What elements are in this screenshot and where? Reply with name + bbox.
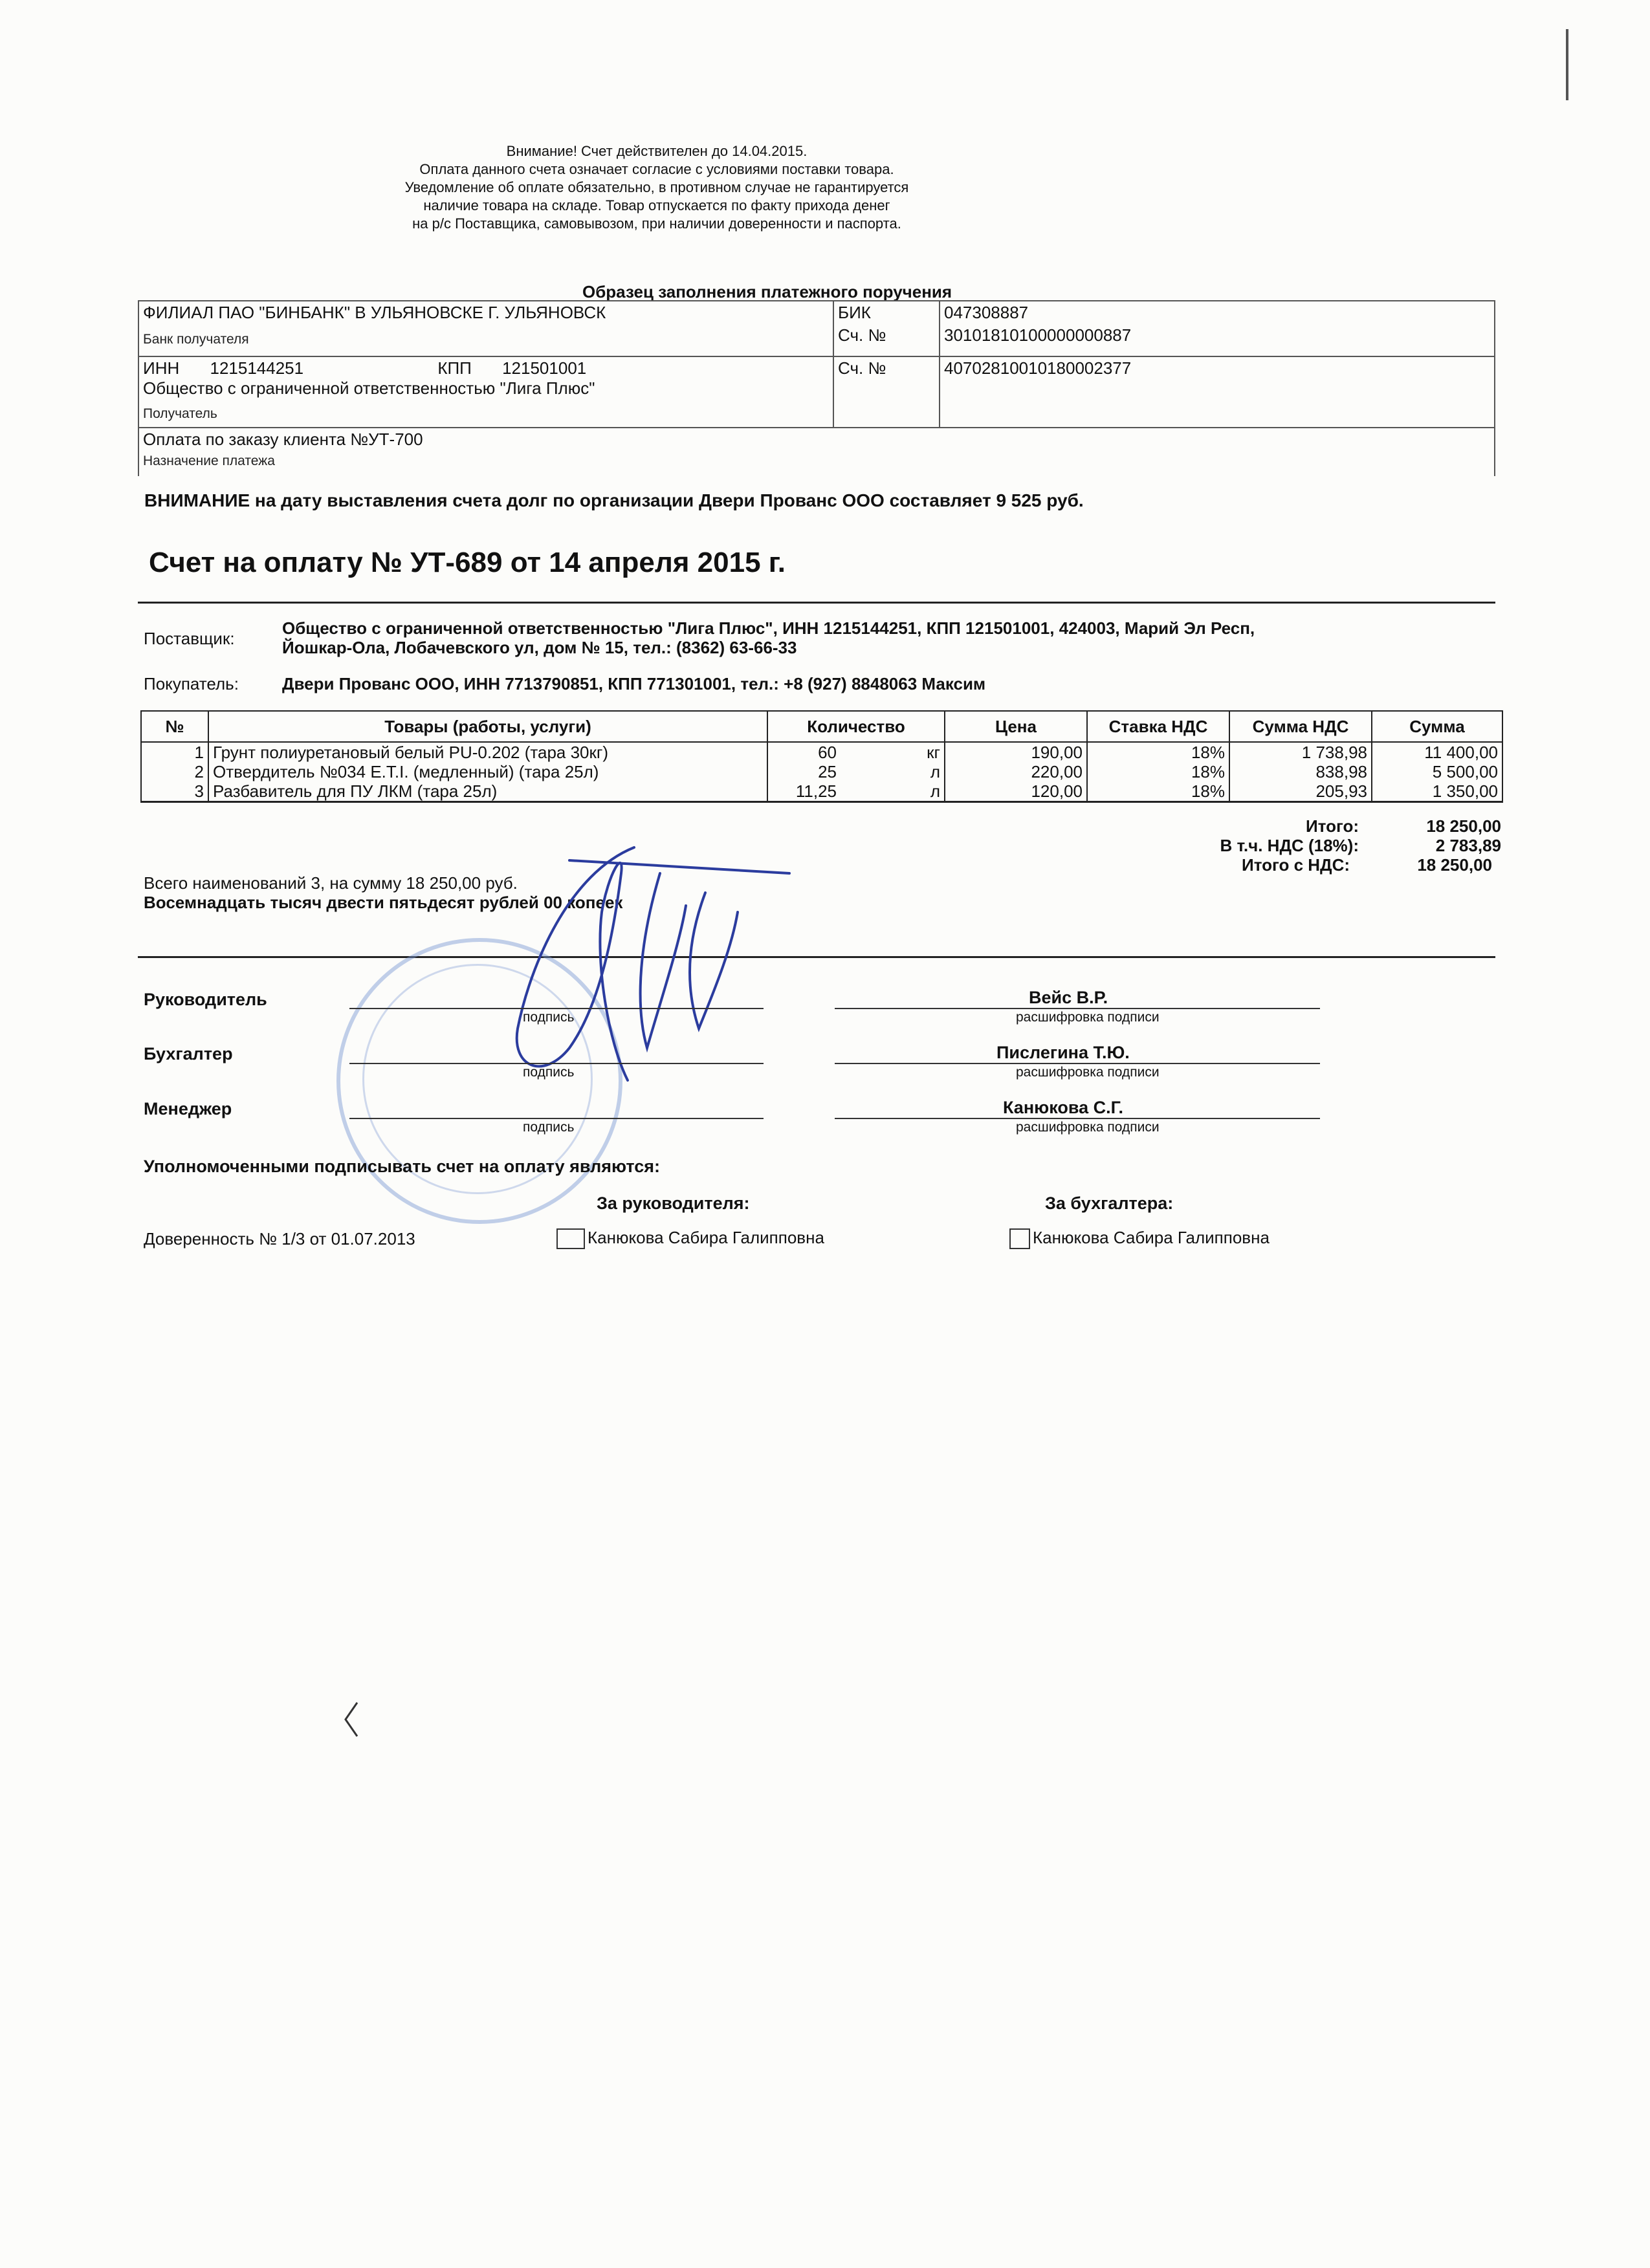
row-number: 2 [141, 762, 208, 781]
kpp-label: КПП [437, 358, 472, 378]
inn-label: ИНН [143, 358, 180, 378]
row-price: 190,00 [945, 742, 1087, 762]
totals-block [1100, 816, 1501, 875]
director-decode-hint: расшифровка подписи [1016, 1010, 1160, 1025]
supplier-value [282, 618, 1255, 657]
col-quantity: Количество [767, 711, 945, 742]
col-vat-sum: Сумма НДС [1229, 711, 1372, 742]
total-label: Итого: [1306, 816, 1359, 836]
row-unit: л [930, 781, 940, 801]
col-goods: Товары (работы, услуги) [208, 711, 767, 742]
buyer-value: Двери Прованс ООО, ИНН 7713790851, КПП 771301001, тел.: +8 (927) 8848063 Максим [282, 674, 986, 693]
recipient-cell [138, 356, 833, 428]
row-name: Разбавитель для ПУ ЛКМ (тара 25л) [208, 781, 767, 802]
account-value: 40702810010180002377 [940, 356, 1495, 428]
row-vat: 1 738,98 [1229, 742, 1372, 762]
row-sum: 5 500,00 [1372, 762, 1502, 781]
accountant-name: Пислегина Т.Ю. [996, 1043, 1130, 1062]
corr-account-label: Сч. № [833, 324, 940, 356]
director-name: Вейс В.Р. [1029, 988, 1108, 1007]
row-rate: 18% [1087, 742, 1229, 762]
accountant-decode-line [835, 1063, 1320, 1064]
col-vat-rate: Ставка НДС [1087, 711, 1229, 742]
notice-line: на р/с Поставщика, самовывозом, при наличии доверенности и паспорта. [412, 215, 901, 232]
table-row [141, 781, 1502, 802]
scan-mark [1566, 29, 1568, 100]
notice-line: Уведомление об оплате обязательно, в противном случае не гарантируется [404, 179, 909, 195]
manager-sign-line [349, 1118, 764, 1119]
manager-label: Менеджер [144, 1099, 232, 1118]
manager-decode-hint: расшифровка подписи [1016, 1120, 1160, 1135]
power-of-attorney: Доверенность № 1/3 от 01.07.2013 [144, 1229, 415, 1248]
title-divider [138, 602, 1495, 604]
accountant-person-name: Канюкова Сабира Галипповна [1033, 1228, 1270, 1247]
col-number: № [141, 711, 208, 742]
row-sum: 11 400,00 [1372, 742, 1502, 762]
col-sum: Сумма [1372, 711, 1502, 742]
row-rate: 18% [1087, 762, 1229, 781]
vat-label: В т.ч. НДС (18%): [1220, 836, 1359, 855]
row-qty: 11,25 [795, 781, 837, 801]
payment-purpose: Оплата по заказу клиента №УТ-700 [143, 430, 423, 449]
row-quantity [767, 742, 945, 762]
purpose-cell [138, 428, 1495, 476]
total-with-vat-value: 18 250,00 [1417, 855, 1492, 875]
bik-label: БИК [833, 301, 940, 324]
total-value: 18 250,00 [1426, 816, 1501, 836]
amount-in-words: Восемнадцать тысяч двести пятьдесят рублей 00 копеек [144, 893, 623, 912]
items-summary: Всего наименований 3, на сумму 18 250,00 руб. [144, 873, 518, 893]
director-checkbox [556, 1228, 585, 1249]
row-vat: 205,93 [1229, 781, 1372, 802]
row-unit: л [930, 762, 940, 781]
row-unit: кг [927, 743, 940, 762]
corr-account-value: 30101810100000000887 [940, 324, 1495, 356]
for-accountant-label: За бухгалтера: [1045, 1194, 1174, 1213]
kpp-value: 121501001 [502, 358, 587, 378]
pen-mark [342, 1700, 361, 1739]
row-price: 120,00 [945, 781, 1087, 802]
purpose-label: Назначение платежа [143, 453, 275, 468]
row-price: 220,00 [945, 762, 1087, 781]
recipient-label: Получатель [143, 406, 217, 421]
row-rate: 18% [1087, 781, 1229, 802]
bik-value: 047308887 [940, 301, 1495, 324]
bank-label: Банк получателя [143, 332, 249, 347]
manager-decode-line [835, 1118, 1320, 1119]
validity-notice [311, 142, 1003, 233]
manager-name: Канюкова С.Г. [1003, 1098, 1124, 1117]
notice-line: Оплата данного счета означает согласие с условиями поставки товара. [419, 161, 894, 177]
accountant-decode-hint: расшифровка подписи [1016, 1065, 1160, 1080]
notice-line: наличие товара на складе. Товар отпускается по факту прихода денег [423, 197, 890, 213]
row-vat: 838,98 [1229, 762, 1372, 781]
accountant-sign-hint: подпись [523, 1065, 575, 1080]
accountant-authorized-person [1009, 1228, 1270, 1249]
table-row [141, 742, 1502, 762]
items-table [140, 710, 1503, 803]
director-sign-hint: подпись [523, 1010, 575, 1025]
row-name: Отвердитель №034 E.T.I. (медленный) (тара 25л) [208, 762, 767, 781]
supplier-label: Поставщик: [144, 629, 235, 648]
row-number: 1 [141, 742, 208, 762]
accountant-sign-line [349, 1063, 764, 1064]
manager-sign-hint: подпись [523, 1120, 575, 1135]
row-qty: 60 [818, 743, 837, 762]
for-director-label: За руководителя: [597, 1194, 750, 1213]
authorized-title: Уполномоченными подписывать счет на оплату являются: [144, 1157, 661, 1176]
col-price: Цена [945, 711, 1087, 742]
row-name: Грунт полиуретановый белый PU-0.202 (тара 30кг) [208, 742, 767, 762]
bank-name: ФИЛИАЛ ПАО "БИНБАНК" В УЛЬЯНОВСКЕ Г. УЛЬЯНОВСК [143, 303, 606, 322]
director-sign-line [349, 1008, 764, 1009]
row-quantity [767, 762, 945, 781]
bank-name-cell [138, 301, 833, 356]
row-number: 3 [141, 781, 208, 802]
total-with-vat-label: Итого с НДС: [1242, 855, 1350, 875]
vat-value: 2 783,89 [1435, 836, 1501, 855]
table-row [141, 762, 1502, 781]
accountant-checkbox [1009, 1228, 1030, 1249]
account-label: Сч. № [833, 356, 940, 428]
director-authorized-person [556, 1228, 824, 1249]
notice-line: Внимание! Счет действителен до 14.04.2015. [506, 143, 808, 159]
buyer-label: Покупатель: [144, 674, 239, 693]
payment-sample-title: Образец заполнения платежного поручения [582, 282, 952, 301]
director-person-name: Канюкова Сабира Галипповна [588, 1228, 824, 1247]
director-label: Руководитель [144, 990, 267, 1009]
inn-value: 1215144251 [210, 358, 304, 378]
invoice-title: Счет на оплату № УТ-689 от 14 апреля 2015 г. [149, 547, 786, 578]
summary-divider [138, 956, 1495, 958]
bank-details-table [138, 300, 1495, 476]
supplier-line: Йошкар-Ола, Лобачевского ул, дом № 15, тел.: (8362) 63-66-33 [282, 638, 797, 657]
recipient-name: Общество с ограниченной ответственностью "Лига Плюс" [143, 378, 595, 398]
row-quantity [767, 781, 945, 802]
debt-attention: ВНИМАНИЕ на дату выставления счета долг по организации Двери Прованс ООО составляет 9 525 руб. [144, 490, 1084, 510]
row-sum: 1 350,00 [1372, 781, 1502, 802]
supplier-line: Общество с ограниченной ответственностью "Лига Плюс", ИНН 1215144251, КПП 121501001, 424003, Марий Эл Респ, [282, 618, 1255, 638]
accountant-label: Бухгалтер [144, 1044, 233, 1063]
director-decode-line [835, 1008, 1320, 1009]
row-qty: 25 [818, 762, 837, 781]
